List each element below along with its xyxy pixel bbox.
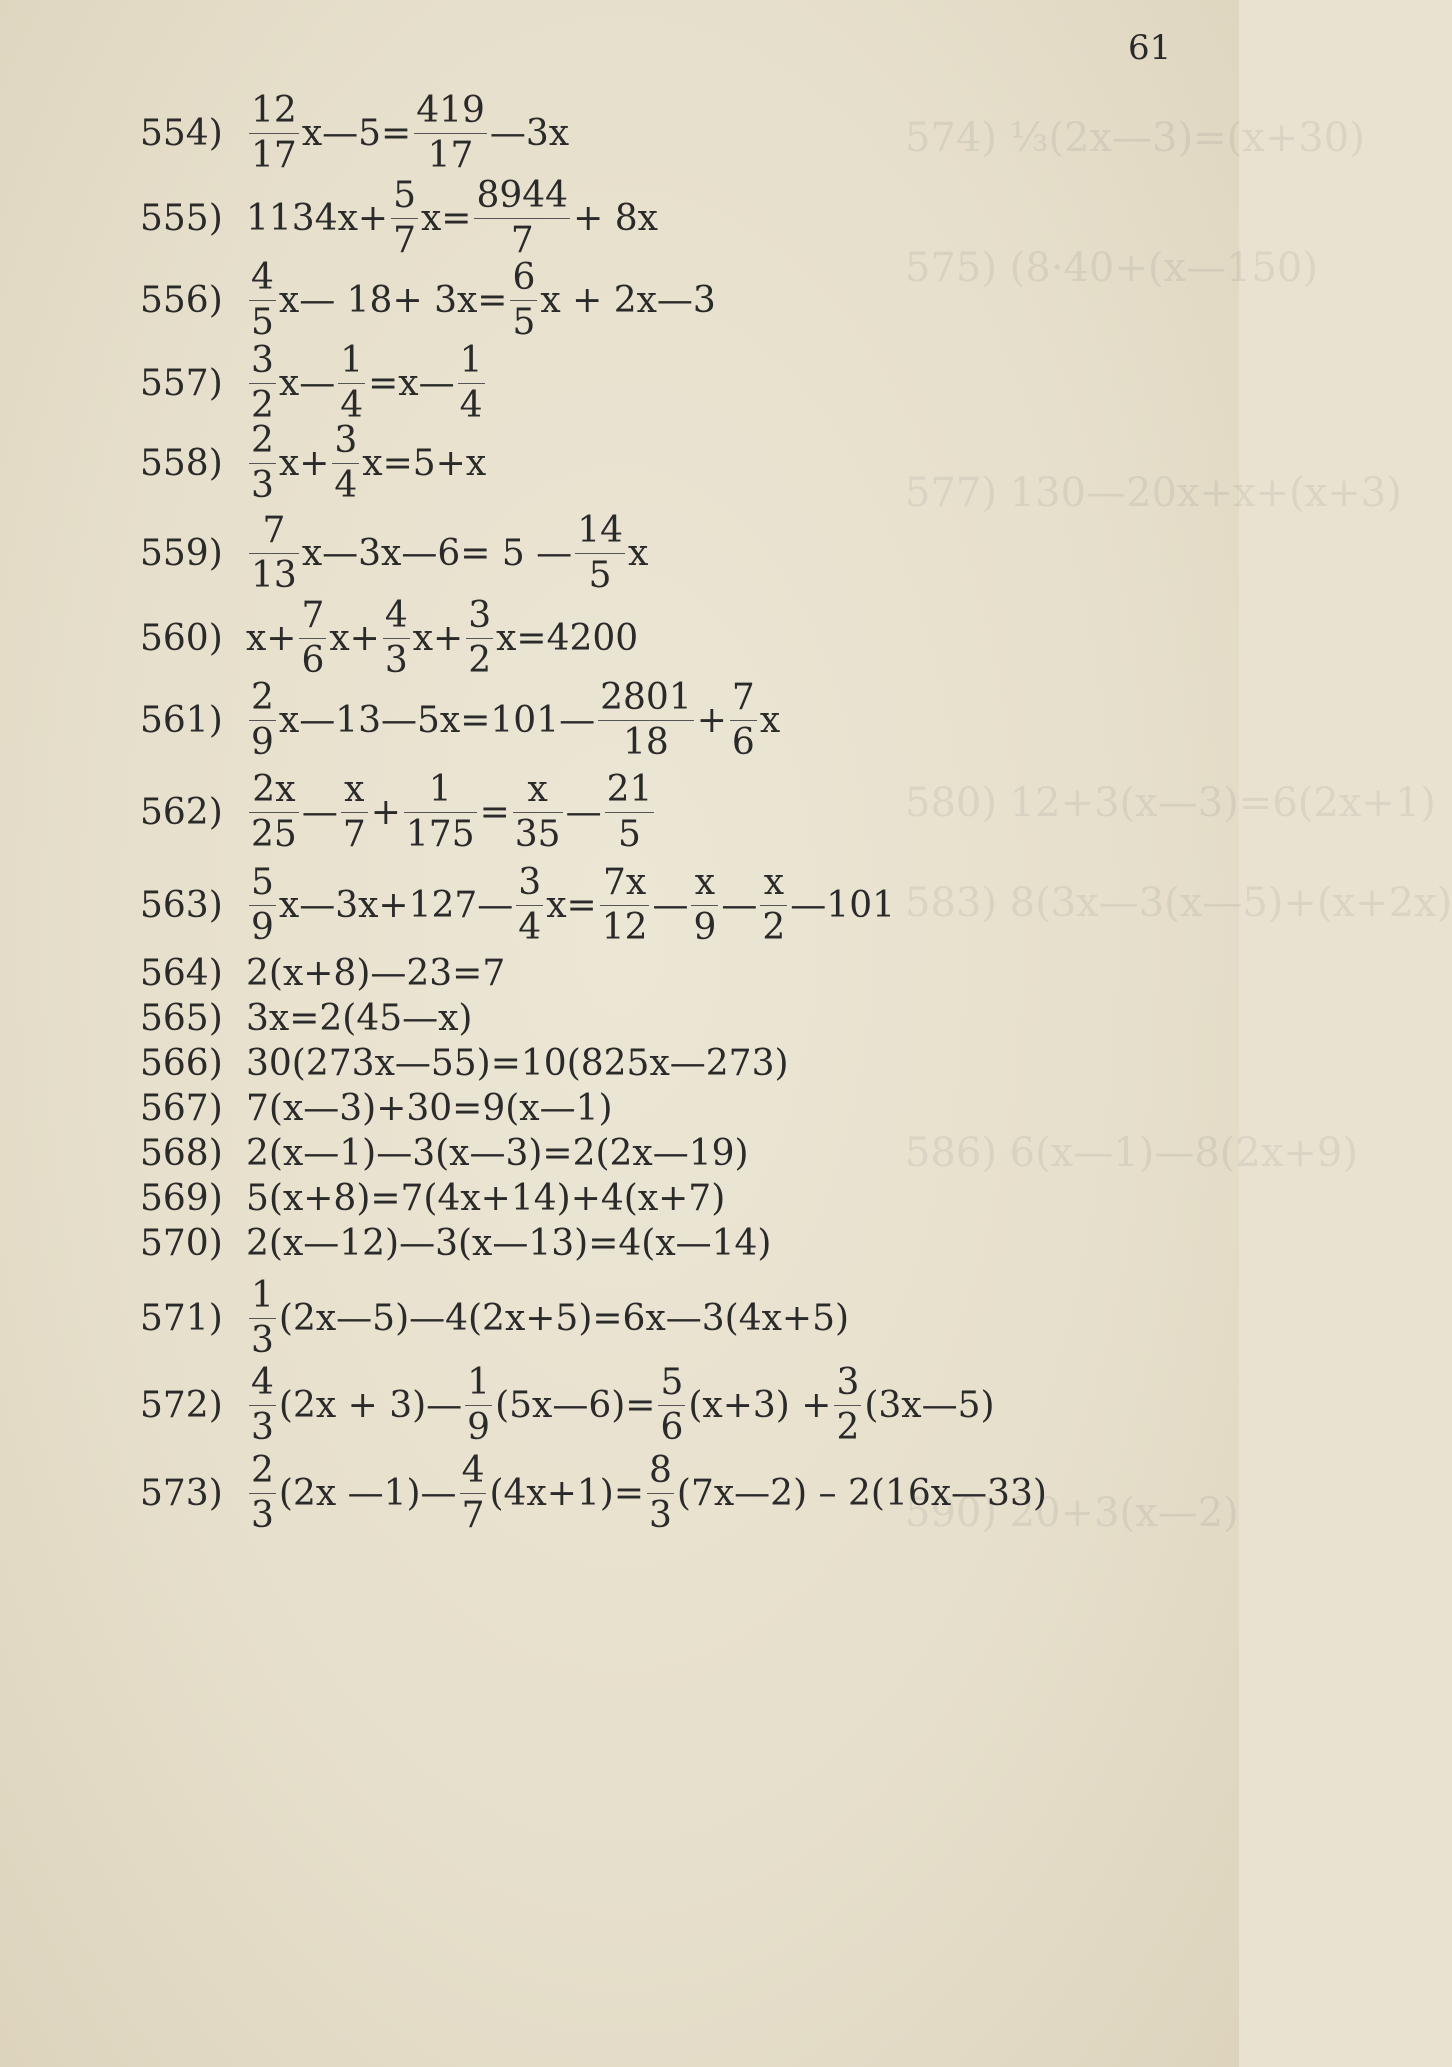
fraction xyxy=(249,1275,276,1361)
fraction-numerator: 1 xyxy=(467,1362,491,1404)
equation-text: x—5= xyxy=(301,112,412,154)
fraction xyxy=(249,769,299,855)
bleed-through-shadow: 586) 6(x—1)—8(2x+9) xyxy=(905,1130,1358,1176)
equation-text: x=4200 xyxy=(496,617,639,659)
equation-text: x— xyxy=(278,362,336,404)
fraction-numerator: 12 xyxy=(251,90,297,132)
fraction-denominator: 13 xyxy=(251,554,297,596)
equation-text: (2x + 3)— xyxy=(278,1384,463,1426)
fraction xyxy=(474,175,570,261)
fraction-denominator: 4 xyxy=(334,464,358,506)
equation-text: (x+3) + xyxy=(688,1384,832,1426)
fraction-bar xyxy=(249,1405,276,1406)
fraction-bar xyxy=(834,1405,861,1406)
fraction-denominator: 3 xyxy=(251,464,274,506)
equation-text: x—13—5x=101— xyxy=(278,699,596,741)
problem-559 xyxy=(140,510,649,596)
bleed-through-shadow: 583) 8(3x—3(x—5)+(x+2x) xyxy=(905,880,1452,926)
fraction-denominator: 17 xyxy=(251,134,297,176)
fraction-denominator: 5 xyxy=(588,554,612,596)
fraction-bar xyxy=(465,1405,492,1406)
equation-text: x=5+x xyxy=(362,442,487,484)
fraction-denominator: 7 xyxy=(342,813,366,855)
fraction xyxy=(383,595,410,681)
problem-number: 558) xyxy=(140,442,223,484)
fraction-numerator: 7 xyxy=(301,595,325,637)
problem-number: 571) xyxy=(140,1297,223,1339)
fraction-denominator: 3 xyxy=(649,1494,672,1536)
equation-text: + 8x xyxy=(573,197,658,239)
fraction xyxy=(338,340,365,426)
bleed-through-shadow: 590) 20+3(x—2) xyxy=(905,1490,1239,1536)
fraction-denominator: 25 xyxy=(251,813,297,855)
bleed-through-shadow: 575) (8·40+(x—150) xyxy=(905,245,1318,291)
equation-text: x xyxy=(628,532,649,574)
fraction-numerator: x xyxy=(527,769,548,811)
problem-number: 561) xyxy=(140,699,223,741)
equation-text: (5x—6)= xyxy=(495,1384,656,1426)
fraction-denominator: 7 xyxy=(393,219,416,261)
fraction xyxy=(341,769,368,855)
problem-568 xyxy=(140,1130,749,1176)
fraction-numerator: 2801 xyxy=(600,677,692,719)
fraction-numerator: 4 xyxy=(251,257,274,299)
equation-text: x—3x—6= 5 — xyxy=(301,532,573,574)
fraction-denominator: 5 xyxy=(512,301,536,343)
fraction xyxy=(510,257,537,343)
fraction-numerator: 7 xyxy=(731,677,755,719)
fraction-denominator: 7 xyxy=(461,1494,485,1536)
problem-number: 566) xyxy=(140,1042,223,1084)
equation-text: 2(x—1)—3(x—3)=2(2x—19) xyxy=(246,1132,749,1174)
problem-number: 572) xyxy=(140,1384,223,1426)
fraction xyxy=(834,1362,861,1448)
fraction-denominator: 5 xyxy=(251,301,274,343)
fraction xyxy=(299,595,326,681)
fraction-denominator: 3 xyxy=(251,1494,274,1536)
fraction-denominator: 9 xyxy=(693,906,717,948)
fraction-bar xyxy=(658,1405,685,1406)
fraction xyxy=(249,420,276,506)
fraction-bar xyxy=(249,133,299,134)
fraction xyxy=(249,90,299,176)
bleed-through-shadow: 574) ⅓(2x—3)=(x+30) xyxy=(905,115,1365,161)
equation-text: x xyxy=(759,699,781,741)
problem-number: 560) xyxy=(140,617,223,659)
fraction-bar xyxy=(404,812,477,813)
equation-text: (2x —1)— xyxy=(278,1472,457,1514)
equation-text: 2(x—12)—3(x—13)=4(x—14) xyxy=(246,1222,772,1264)
fraction-numerator: 21 xyxy=(606,769,653,811)
equation-text: — xyxy=(301,791,338,833)
equation-text: (3x—5) xyxy=(864,1384,995,1426)
equation-text: + xyxy=(696,699,727,741)
fraction-denominator: 5 xyxy=(618,813,641,855)
fraction-denominator: 3 xyxy=(251,1319,274,1361)
fraction-denominator: 2 xyxy=(468,639,492,681)
equation-text: — xyxy=(721,884,758,926)
fraction-denominator: 4 xyxy=(459,384,483,426)
fraction-numerator: 8 xyxy=(649,1450,672,1492)
fraction-numerator: 8944 xyxy=(476,175,569,217)
fraction-bar xyxy=(598,720,694,721)
equation-text: —101 xyxy=(790,884,896,926)
equation-text: x—3x+127— xyxy=(278,884,514,926)
fraction-denominator: 2 xyxy=(836,1406,860,1448)
fraction-numerator: x xyxy=(694,862,716,904)
equation-text: = xyxy=(479,791,510,833)
problem-555 xyxy=(140,175,658,261)
problem-number: 570) xyxy=(140,1222,223,1264)
fraction-bar xyxy=(391,218,418,219)
fraction-denominator: 35 xyxy=(514,813,561,855)
fraction-denominator: 9 xyxy=(251,721,274,763)
fraction-bar xyxy=(249,553,299,554)
fraction-numerator: 1 xyxy=(340,340,364,382)
problem-562 xyxy=(140,769,657,855)
problem-number: 569) xyxy=(140,1177,223,1219)
fraction-bar xyxy=(605,812,655,813)
fraction-bar xyxy=(332,463,359,464)
problem-number: 557) xyxy=(140,362,223,404)
fraction xyxy=(647,1450,674,1536)
equation-text: 3x=2(45—x) xyxy=(246,997,473,1039)
bleed-through-shadow: 580) 12+3(x—3)=6(2x+1) xyxy=(905,780,1436,826)
problem-556 xyxy=(140,257,716,343)
fraction xyxy=(730,677,757,763)
fraction-numerator: 3 xyxy=(836,1362,860,1404)
fraction-bar xyxy=(249,300,276,301)
equation-text: — xyxy=(565,791,602,833)
fraction-bar xyxy=(299,638,326,639)
fraction xyxy=(575,510,625,596)
fraction-denominator: 6 xyxy=(660,1406,684,1448)
fraction-denominator: 18 xyxy=(623,721,669,763)
fraction-numerator: 2 xyxy=(251,1450,274,1492)
problem-number: 563) xyxy=(140,884,223,926)
fraction-denominator: 175 xyxy=(405,813,475,855)
problem-558 xyxy=(140,420,487,506)
equation-text: x+ xyxy=(329,617,380,659)
problem-number: 562) xyxy=(140,791,223,833)
problem-number: 573) xyxy=(140,1472,223,1514)
fraction xyxy=(760,862,787,948)
problem-560 xyxy=(140,595,639,681)
fraction-bar xyxy=(249,905,276,906)
fraction-bar xyxy=(249,812,299,813)
problem-number: 564) xyxy=(140,952,223,994)
fraction-numerator: 1 xyxy=(459,340,483,382)
fraction-denominator: 4 xyxy=(518,906,542,948)
problem-number: 568) xyxy=(140,1132,223,1174)
fraction-bar xyxy=(458,383,485,384)
equation-text: 1134x+ xyxy=(246,197,389,239)
fraction-bar xyxy=(383,638,410,639)
fraction xyxy=(404,769,477,855)
problem-number: 554) xyxy=(140,112,223,154)
fraction-numerator: x xyxy=(763,862,784,904)
fraction-denominator: 12 xyxy=(601,906,648,948)
fraction xyxy=(249,1362,276,1448)
problem-number: 565) xyxy=(140,997,223,1039)
fraction-bar xyxy=(600,905,650,906)
problem-number: 559) xyxy=(140,532,223,574)
fraction xyxy=(466,595,493,681)
problem-565 xyxy=(140,995,472,1041)
fraction xyxy=(691,862,718,948)
page-number: 61 xyxy=(1128,28,1172,68)
fraction xyxy=(391,175,418,261)
fraction-numerator: 14 xyxy=(577,510,623,552)
fraction xyxy=(249,257,276,343)
fraction-numerator: x xyxy=(344,769,365,811)
equation-text: (4x+1)= xyxy=(489,1472,644,1514)
fraction xyxy=(513,769,563,855)
fraction-bar xyxy=(249,720,276,721)
fraction-numerator: 6 xyxy=(512,257,536,299)
fraction xyxy=(249,677,276,763)
fraction-denominator: 9 xyxy=(251,906,274,948)
problem-number: 567) xyxy=(140,1087,223,1129)
fraction xyxy=(658,1362,685,1448)
equation-text: — xyxy=(652,884,689,926)
equation-text: x+ xyxy=(246,617,297,659)
fraction-numerator: 1 xyxy=(428,769,452,811)
fraction xyxy=(465,1362,492,1448)
fraction-denominator: 2 xyxy=(762,906,786,948)
fraction-numerator: 3 xyxy=(251,340,274,382)
fraction-denominator: 9 xyxy=(467,1406,491,1448)
fraction-bar xyxy=(249,1318,276,1319)
fraction-bar xyxy=(575,553,625,554)
fraction xyxy=(516,862,543,948)
fraction-numerator: 3 xyxy=(518,862,542,904)
fraction-bar xyxy=(338,383,365,384)
equation-text: 2(x+8)—23=7 xyxy=(246,952,506,994)
fraction-denominator: 4 xyxy=(340,384,364,426)
fraction-bar xyxy=(760,905,787,906)
fraction-denominator: 6 xyxy=(301,639,325,681)
fraction xyxy=(249,862,276,948)
fraction-bar xyxy=(647,1493,674,1494)
problem-569 xyxy=(140,1175,725,1221)
fraction-denominator: 17 xyxy=(427,134,474,176)
fraction xyxy=(598,677,694,763)
fraction-numerator: 2x xyxy=(252,769,296,811)
fraction-bar xyxy=(460,1493,487,1494)
fraction-bar xyxy=(414,133,487,134)
problem-573 xyxy=(140,1450,1047,1536)
fraction-numerator: 419 xyxy=(416,90,485,132)
fraction-denominator: 2 xyxy=(251,384,274,426)
fraction-numerator: 2 xyxy=(251,420,274,462)
equation-text: 7(x—3)+30=9(x—1) xyxy=(246,1087,613,1129)
fraction xyxy=(605,769,655,855)
fraction-denominator: 3 xyxy=(251,1406,274,1448)
equation-text: x+ xyxy=(278,442,330,484)
equation-text: =x— xyxy=(368,362,455,404)
fraction xyxy=(600,862,650,948)
problem-561 xyxy=(140,677,781,763)
bleed-through-shadow: 577) 130—20x+x+(x+3) xyxy=(905,470,1402,516)
equation-text: x+ xyxy=(412,617,464,659)
equation-text: (2x—5)—4(2x+5)=6x—3(4x+5) xyxy=(278,1297,850,1339)
fraction-numerator: 7 xyxy=(262,510,286,552)
fraction-bar xyxy=(249,383,276,384)
equation-text: x= xyxy=(546,884,597,926)
fraction-numerator: 3 xyxy=(468,595,492,637)
fraction xyxy=(458,340,485,426)
fraction-denominator: 7 xyxy=(510,219,534,261)
fraction-numerator: 5 xyxy=(251,862,274,904)
equation-text: x— 18+ 3x= xyxy=(278,279,508,321)
equation-text: —3x xyxy=(489,112,570,154)
equation-text: 30(273x—55)=10(825x—273) xyxy=(246,1042,789,1084)
fraction-bar xyxy=(730,720,757,721)
equation-text: (7x—2) – 2(16x—33) xyxy=(676,1472,1047,1514)
fraction-bar xyxy=(691,905,718,906)
fraction-numerator: 4 xyxy=(251,1362,274,1404)
fraction-numerator: 5 xyxy=(660,1362,684,1404)
problem-566 xyxy=(140,1040,789,1086)
fraction-bar xyxy=(516,905,543,906)
fraction-bar xyxy=(466,638,493,639)
fraction-numerator: 4 xyxy=(461,1450,485,1492)
fraction-numerator: 1 xyxy=(251,1275,274,1317)
fraction-denominator: 3 xyxy=(384,639,408,681)
problem-564 xyxy=(140,950,505,996)
fraction-bar xyxy=(341,812,368,813)
fraction-numerator: 2 xyxy=(251,677,274,719)
fraction-numerator: 7x xyxy=(602,862,647,904)
equation-text: + xyxy=(370,791,401,833)
fraction xyxy=(332,420,359,506)
problem-557 xyxy=(140,340,488,426)
problem-563 xyxy=(140,862,896,948)
fraction xyxy=(460,1450,487,1536)
fraction-bar xyxy=(510,300,537,301)
fraction-bar xyxy=(249,1493,276,1494)
problem-554 xyxy=(140,90,570,176)
problem-571 xyxy=(140,1275,850,1361)
problem-570 xyxy=(140,1220,771,1266)
fraction xyxy=(249,340,276,426)
equation-text: 5(x+8)=7(4x+14)+4(x+7) xyxy=(246,1177,726,1219)
fraction-denominator: 6 xyxy=(731,721,755,763)
fraction xyxy=(249,1450,276,1536)
problem-567 xyxy=(140,1085,613,1131)
fraction-bar xyxy=(513,812,563,813)
fraction-numerator: 5 xyxy=(393,175,416,217)
fraction xyxy=(249,510,299,596)
fraction-bar xyxy=(474,218,570,219)
fraction-numerator: 4 xyxy=(384,595,408,637)
fraction-bar xyxy=(249,463,276,464)
equation-text: x= xyxy=(421,197,472,239)
problem-number: 556) xyxy=(140,279,223,321)
equation-text: x + 2x—3 xyxy=(540,279,716,321)
problem-572 xyxy=(140,1362,995,1448)
fraction xyxy=(414,90,487,176)
problem-number: 555) xyxy=(140,197,223,239)
fraction-numerator: 3 xyxy=(334,420,358,462)
